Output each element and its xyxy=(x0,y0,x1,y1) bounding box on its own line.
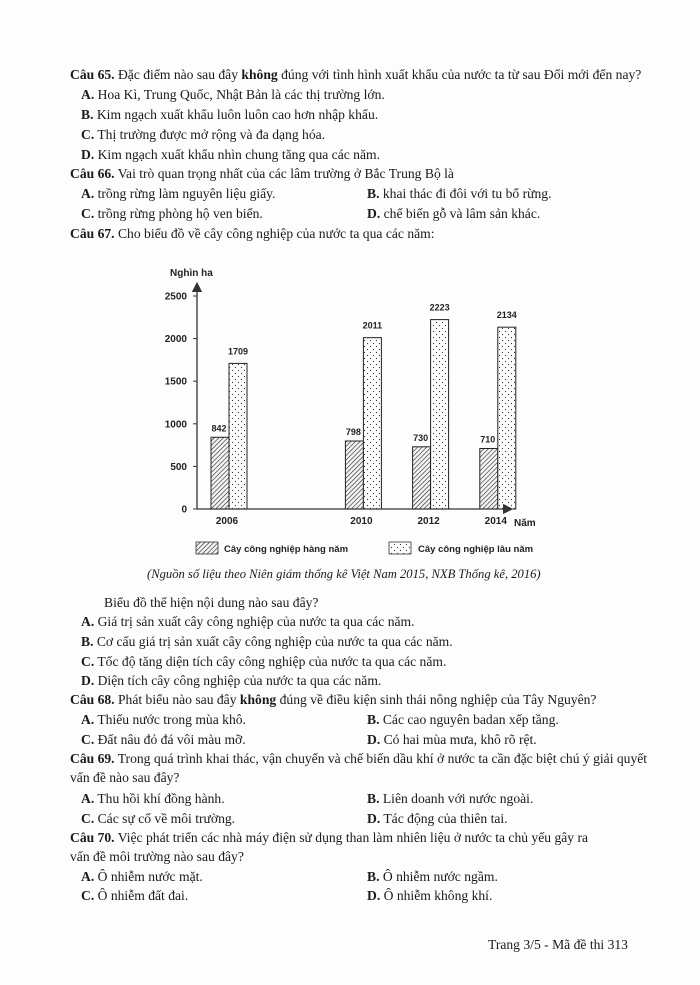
y-tick-label: 2500 xyxy=(164,291,187,303)
bar-value-label: 710 xyxy=(480,434,496,445)
bar-value-label: 1709 xyxy=(227,346,249,357)
question-69-stem xyxy=(70,751,647,767)
y-tick-label: 1000 xyxy=(164,419,187,431)
option-text: Tác động của thiên tai. xyxy=(380,811,508,826)
q70-option-b xyxy=(367,869,498,885)
q65-option-d xyxy=(81,147,380,163)
x-tick-label: 2006 xyxy=(215,516,239,527)
question-label: Câu 70. xyxy=(70,830,115,845)
option-key: B. xyxy=(81,634,94,649)
question-65-stem xyxy=(70,67,641,83)
option-key: C. xyxy=(81,811,95,826)
q69-option-c xyxy=(81,811,235,827)
question-text: Trong quá trình khai thác, vận chuyển và chế biến dầu khí ở nước ta cần đặc biệt chú ý giải quyết xyxy=(114,751,648,766)
bar-value-label: 2134 xyxy=(496,310,517,321)
option-key: B. xyxy=(367,186,380,201)
legend-swatch-annual xyxy=(196,542,218,554)
option-text: Ô nhiễm không khí. xyxy=(380,888,493,903)
question-label: Câu 66. xyxy=(70,166,115,181)
option-key: C. xyxy=(81,732,95,747)
page-footer: Trang 3/5 - Mã đề thi 313 xyxy=(488,937,628,952)
q66-option-a xyxy=(81,186,276,202)
question-68-stem xyxy=(70,692,596,708)
option-key: A. xyxy=(81,186,95,201)
option-text: Giá trị sản xuất cây công nghiệp của nước ta qua các năm. xyxy=(94,614,415,629)
option-text: Liên doanh với nước ngoài. xyxy=(379,791,534,806)
option-text: Diện tích cây công nghiệp của nước ta qua các năm. xyxy=(94,673,382,688)
y-tick-label: 2000 xyxy=(164,334,187,346)
x-axis-label: Năm xyxy=(514,518,536,529)
bar-value-label: 842 xyxy=(211,423,227,434)
q66-option-b xyxy=(367,186,551,202)
question-70-stem-cont: vấn đề môi trường nào sau đây? xyxy=(70,849,244,864)
chart-source-note: (Nguồn số liệu theo Niên giám thống kê Việt Nam 2015, NXB Thống kê, 2016) xyxy=(147,567,541,581)
option-text: Thiếu nước trong mùa khô. xyxy=(94,712,246,727)
bar-annual xyxy=(480,449,498,509)
option-text: chế biến gỗ và lâm sản khác. xyxy=(380,206,541,221)
q70-option-d xyxy=(367,888,492,904)
option-key: C. xyxy=(81,654,95,669)
option-key: B. xyxy=(81,107,94,122)
option-text: khai thác đi đôi với tu bổ rừng. xyxy=(379,186,552,201)
option-key: A. xyxy=(81,791,95,806)
bar-value-label: 2223 xyxy=(429,302,450,313)
q65-option-a xyxy=(81,87,385,103)
option-key: C. xyxy=(81,127,95,142)
question-label: Câu 65. xyxy=(70,67,115,82)
q67-option-c xyxy=(81,654,446,670)
option-text: trồng rừng phòng hộ ven biển. xyxy=(94,206,263,221)
y-tick-label: 1500 xyxy=(164,376,187,388)
legend-label-annual: Cây công nghiệp hàng năm xyxy=(224,544,349,555)
industrial-crops-bar-chart xyxy=(130,258,570,558)
y-axis-label: Nghìn ha xyxy=(170,268,213,279)
question-69-stem-cont: vấn đề nào sau đây? xyxy=(70,770,180,785)
option-text: Hoa Kì, Trung Quốc, Nhật Bản là các thị trường lớn. xyxy=(94,87,385,102)
legend-label-perennial: Cây công nghiệp lâu năm xyxy=(418,544,534,555)
question-70-stem xyxy=(70,830,588,846)
q69-option-b xyxy=(367,791,533,807)
y-tick-label: 500 xyxy=(170,461,187,473)
question-label: Câu 67. xyxy=(70,226,115,241)
bar-annual xyxy=(345,441,363,509)
q65-option-c xyxy=(81,127,325,143)
question-66-stem xyxy=(70,166,454,182)
y-tick-label: 0 xyxy=(181,504,187,516)
question-label: Câu 69. xyxy=(70,751,115,766)
option-text: Kim ngạch xuất khẩu luôn luôn cao hơn nhập khẩu. xyxy=(93,107,379,122)
x-tick-label: 2014 xyxy=(484,516,507,527)
option-text: Cơ cấu giá trị sản xuất cây công nghiệp của nước ta qua các năm. xyxy=(93,634,453,649)
bar-perennial xyxy=(498,327,516,509)
option-text: Có hai mùa mưa, khô rõ rệt. xyxy=(380,732,537,747)
bar-perennial xyxy=(431,320,449,509)
bar-perennial xyxy=(229,363,247,509)
question-emphasis: không xyxy=(241,67,278,82)
bar-value-label: 730 xyxy=(413,432,429,443)
option-key: A. xyxy=(81,869,95,884)
question-text: Đặc điểm nào sau đây xyxy=(114,67,242,82)
question-text: Cho biểu đồ về cây công nghiệp của nước ta qua các năm: xyxy=(114,226,435,241)
option-text: Các sự cố về môi trường. xyxy=(94,811,236,826)
option-key: D. xyxy=(81,147,95,162)
question-text: đúng về điều kiện sinh thái nông nghiệp của Tây Nguyên? xyxy=(276,692,597,707)
bar-value-label: 2011 xyxy=(362,320,383,331)
option-text: Thị trường được mở rộng và đa dạng hóa. xyxy=(94,127,326,142)
bar-annual xyxy=(211,437,229,509)
option-key: B. xyxy=(367,869,380,884)
q67-option-d xyxy=(81,673,381,689)
legend-swatch-perennial xyxy=(389,542,411,554)
option-text: Đất nâu đỏ đá vôi màu mỡ. xyxy=(94,732,246,747)
option-key: D. xyxy=(81,673,95,688)
bar-perennial xyxy=(363,338,381,509)
question-67-prompt: Biểu đồ thể hiện nội dung nào sau đây? xyxy=(104,595,319,610)
option-key: C. xyxy=(81,888,95,903)
bar-value-label: 798 xyxy=(345,427,361,438)
question-text: đúng với tình hình xuất khẩu của nước ta từ sau Đổi mới đến nay? xyxy=(277,67,642,82)
q68-option-c xyxy=(81,732,246,748)
q66-option-d xyxy=(367,206,540,222)
q68-option-a xyxy=(81,712,246,728)
q69-option-a xyxy=(81,791,225,807)
option-text: Thu hồi khí đồng hành. xyxy=(94,791,225,806)
option-key: D. xyxy=(367,811,381,826)
question-text: Việc phát triển các nhà máy điện sử dụng than làm nhiên liệu ở nước ta chủ yếu gây ra xyxy=(114,830,589,845)
q65-option-b xyxy=(81,107,378,123)
option-key: D. xyxy=(367,732,381,747)
q67-option-a xyxy=(81,614,415,630)
option-key: D. xyxy=(367,888,381,903)
q67-option-b xyxy=(81,634,453,650)
q70-option-c xyxy=(81,888,188,904)
question-label: Câu 68. xyxy=(70,692,115,707)
q68-option-b xyxy=(367,712,559,728)
option-text: Ô nhiễm nước mặt. xyxy=(94,869,203,884)
option-key: A. xyxy=(81,712,95,727)
question-text: Phát biểu nào sau đây xyxy=(114,692,240,707)
bar-annual xyxy=(413,447,431,509)
option-key: A. xyxy=(81,87,95,102)
option-text: trồng rừng làm nguyên liệu giấy. xyxy=(94,186,276,201)
question-emphasis: không xyxy=(239,692,277,707)
option-text: Các cao nguyên badan xếp tầng. xyxy=(379,712,559,727)
q68-option-d xyxy=(367,732,537,748)
option-text: Tốc độ tăng diện tích cây công nghiệp của nước ta qua các năm. xyxy=(94,654,447,669)
x-tick-label: 2010 xyxy=(350,516,373,527)
option-key: C. xyxy=(81,206,95,221)
question-67-stem xyxy=(70,226,435,242)
option-key: B. xyxy=(367,712,380,727)
option-key: A. xyxy=(81,614,95,629)
question-text: Vai trò quan trọng nhất của các lâm trường ở Bắc Trung Bộ là xyxy=(114,166,454,181)
q70-option-a xyxy=(81,869,203,885)
q69-option-d xyxy=(367,811,508,827)
option-text: Ô nhiễm đất đai. xyxy=(94,888,189,903)
x-tick-label: 2012 xyxy=(417,516,440,527)
option-text: Ô nhiễm nước ngầm. xyxy=(379,869,498,884)
q66-option-c xyxy=(81,206,263,222)
option-key: D. xyxy=(367,206,381,221)
option-text: Kim ngạch xuất khẩu nhìn chung tăng qua các năm. xyxy=(94,147,380,162)
option-key: B. xyxy=(367,791,380,806)
